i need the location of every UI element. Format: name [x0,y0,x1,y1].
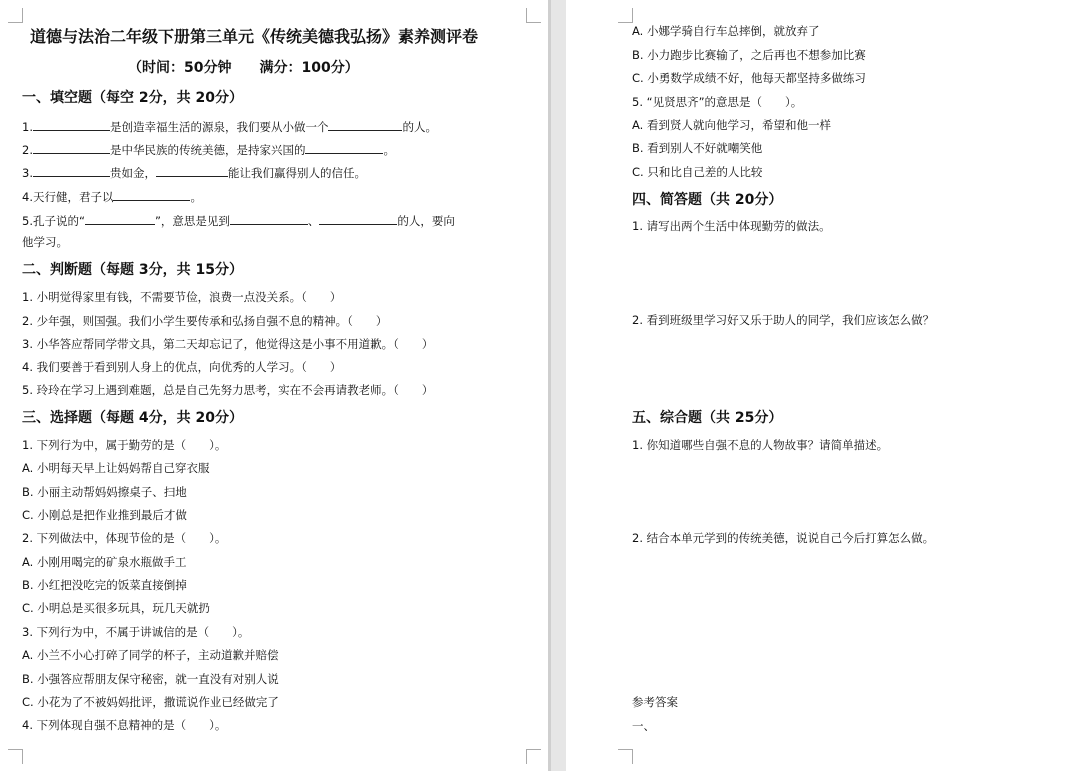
fill-question-2: 2. 是中华民族的传统美德，是持家兴国的 。 [22,143,395,157]
page-gutter [548,0,566,771]
section-3-heading: 三、选择题（每题 4分，共 20分） [22,410,243,426]
judgment-item-1: 1. 小明觉得家里有钱，不需要节俭，浪费一点没关系。（ ） [22,290,342,304]
choice-line: 1. 下列行为中，属于勤劳的是（ ）。 [22,438,227,452]
choice-line: B. 小红把没吃完的饭菜直接倒掉 [22,578,187,592]
choice-line: A. 小明每天早上让妈妈帮自己穿衣服 [22,461,210,475]
choice-line: C. 小勇数学成绩不好，他每天都坚持多做练习 [632,71,866,85]
crop-mark-bottom-left [8,749,23,764]
choice-line: A. 小兰不小心打碎了同学的杯子，主动道歉并赔偿 [22,648,279,662]
judgment-item-4: 4. 我们要善于看到别人身上的优点，向优秀的人学习。（ ） [22,360,342,374]
choice-line: B. 小力跑步比赛输了，之后再也不想参加比赛 [632,48,866,62]
choice-line: C. 小明总是买很多玩具，玩几天就扔 [22,601,210,615]
choice-line: B. 小丽主动帮妈妈擦桌子、扫地 [22,485,187,499]
judgment-item-2: 2. 少年强，则国强。我们小学生要传承和弘扬自强不息的精神。（ ） [22,314,388,328]
crop-mark-bottom-right [526,749,541,764]
comprehensive-question-1: 1. 你知道哪些自强不息的人物故事？请简单描述。 [632,438,889,452]
choice-line: C. 只和比自己差的人比较 [632,165,763,179]
choice-line: 2. 下列做法中，体现节俭的是（ ）。 [22,531,227,545]
section-1-heading: 一、填空题（每空 2分，共 20分） [22,90,243,106]
fill-question-1: 1. 是创造幸福生活的源泉，我们要从小做一个 的人。 [22,120,437,134]
document-title: 道德与法治二年级下册第三单元《传统美德我弘扬》素养测评卷 [30,27,479,46]
choice-line: 5. “见贤思齐”的意思是（ ）。 [632,95,803,109]
crop-mark-top-left [8,8,23,23]
answers-title: 参考答案 [632,695,678,709]
fill-question-3: 3. 贵如金， 能让我们赢得别人的信任。 [22,166,366,180]
short-answer-question-1: 1. 请写出两个生活中体现勤劳的做法。 [632,219,831,233]
choice-line: C. 小刚总是把作业推到最后才做 [22,508,187,522]
judgment-item-5: 5. 玲玲在学习上遇到难题，总是自己先努力思考，实在不会再请教老师。（ ） [22,383,434,397]
choice-line: A. 小刚用喝完的矿泉水瓶做手工 [22,555,187,569]
section-2-heading: 二、判断题（每题 3分，共 15分） [22,262,243,278]
crop-mark-top-right [526,8,541,23]
fill-question-4: 4.天行健，君子以 。 [22,190,202,204]
fill-question-5: 5.孔子说的“ ”，意思是见到 、 的人，要向 [22,214,455,228]
choice-line: 3. 下列行为中，不属于讲诚信的是（ ）。 [22,625,250,639]
choice-line: A. 小娜学骑自行车总摔倒，就放弃了 [632,24,820,38]
choice-line: A. 看到贤人就向他学习，希望和他一样 [632,118,831,132]
document-page-right [566,0,1068,771]
section-4-heading: 四、简答题（共 20分） [632,192,783,208]
fill-question-5-continued: 他学习。 [22,235,68,249]
choice-line: C. 小花为了不被妈妈批评，撒谎说作业已经做完了 [22,695,279,709]
judgment-item-3: 3. 小华答应帮同学带文具，第二天却忘记了，他觉得这是小事不用道歉。（ ） [22,337,434,351]
answers-section-1-label: 一、 [632,719,655,733]
document-subtitle: （时间：50分钟 满分：100分） [128,60,359,76]
comprehensive-question-2: 2. 结合本单元学到的传统美德，说说自己今后打算怎么做。 [632,531,935,545]
choice-line: B. 小强答应帮朋友保守秘密，就一直没有对别人说 [22,672,279,686]
crop-mark-bottom-left [618,749,633,764]
short-answer-question-2: 2. 看到班级里学习好又乐于助人的同学，我们应该怎么做？ [632,313,935,327]
section-5-heading: 五、综合题（共 25分） [632,410,783,426]
choice-line: 4. 下列体现自强不息精神的是（ ）。 [22,718,227,732]
crop-mark-top-left [618,8,633,23]
choice-line: B. 看到别人不好就嘲笑他 [632,141,763,155]
